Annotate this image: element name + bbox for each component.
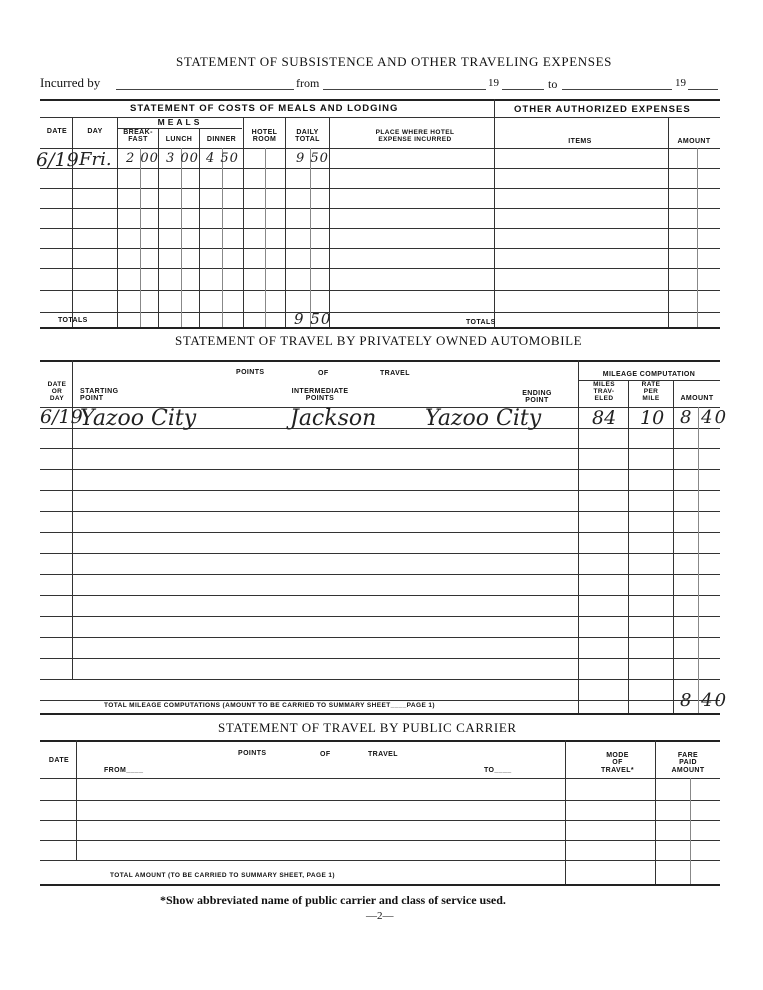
- meal-entry-daily-total[interactable]: 9 50: [296, 151, 329, 166]
- auto-col-amount-label: AMOUNT: [680, 395, 714, 402]
- meal-entry-dinner[interactable]: 4 50: [206, 151, 239, 166]
- col-items-label: ITEMS: [568, 138, 592, 145]
- carrier-to-label: TO____: [484, 767, 512, 774]
- meal-entry-breakfast[interactable]: 2 00: [126, 151, 159, 166]
- from-year-field[interactable]: [502, 89, 544, 90]
- page-number: —2—: [366, 910, 394, 922]
- auto-entry-rate[interactable]: 10: [640, 407, 665, 429]
- auto-points-label-3: TRAVEL: [380, 370, 410, 377]
- carrier-points-label-2: OF: [320, 751, 331, 758]
- carrier-total-label: TOTAL AMOUNT (TO BE CARRIED TO SUMMARY SHEET, PAGE 1): [110, 872, 336, 879]
- carrier-points-label-1: POINTS: [238, 750, 267, 757]
- meals-lodging-header: STATEMENT OF COSTS OF MEALS AND LODGING: [130, 103, 399, 114]
- auto-total-value[interactable]: 8 40: [680, 690, 729, 711]
- incurred-by-label: Incurred by: [40, 75, 101, 90]
- to-year-prefix: 19: [675, 77, 686, 89]
- auto-entry-miles[interactable]: 84: [592, 407, 617, 429]
- meal-entry-lunch[interactable]: 3 00: [166, 151, 199, 166]
- other-totals-label: TOTALS: [466, 319, 496, 326]
- to-year-field[interactable]: [688, 89, 718, 90]
- auto-col-starting-label: STARTING POINT: [80, 388, 119, 403]
- auto-col-ending-label: ENDING POINT: [522, 390, 552, 405]
- auto-section-title: STATEMENT OF TRAVEL BY PRIVATELY OWNED AUTOMOBILE: [175, 333, 583, 348]
- auto-entry-intermediate[interactable]: Jackson: [290, 406, 377, 431]
- from-year-prefix: 19: [488, 77, 499, 89]
- carrier-section-title: STATEMENT OF TRAVEL BY PUBLIC CARRIER: [218, 720, 517, 735]
- auto-col-date-label: DATE OR DAY: [47, 381, 67, 402]
- col-breakfast-label: BREAK- FAST: [123, 129, 153, 144]
- from-date-field[interactable]: [323, 89, 486, 90]
- carrier-from-label: FROM____: [104, 767, 144, 774]
- mileage-header: MILEAGE COMPUTATION: [602, 371, 696, 378]
- auto-col-intermediate-label: INTERMEDIATE POINTS: [291, 388, 349, 403]
- col-place-label: PLACE WHERE HOTEL EXPENSE INCURRED: [375, 129, 455, 143]
- auto-entry-ending[interactable]: Yazoo City: [425, 406, 542, 431]
- meals-total-value[interactable]: 9 50: [294, 310, 332, 328]
- col-hotel-label: HOTEL ROOM: [251, 129, 278, 144]
- other-expenses-header: OTHER AUTHORIZED EXPENSES: [514, 104, 691, 115]
- footnote: *Show abbreviated name of public carrier and class of service used.: [160, 893, 506, 907]
- col-day-label: DAY: [87, 128, 103, 135]
- meal-entry-date[interactable]: 6/19: [36, 149, 79, 171]
- col-daily-total-label: DAILY TOTAL: [295, 129, 320, 144]
- auto-col-miles-label: MILES TRAV- ELED: [593, 381, 615, 402]
- carrier-col-mode-label: MODE OF TRAVEL*: [600, 752, 634, 774]
- carrier-col-date-label: DATE: [48, 757, 70, 764]
- col-dinner-label: DINNER: [206, 136, 237, 143]
- to-date-field[interactable]: [562, 89, 672, 90]
- meals-totals-label: TOTALS: [58, 317, 88, 324]
- carrier-points-label-3: TRAVEL: [368, 751, 398, 758]
- form-title: STATEMENT OF SUBSISTENCE AND OTHER TRAVELING EXPENSES: [176, 54, 612, 69]
- auto-total-label: TOTAL MILEAGE COMPUTATIONS (AMOUNT TO BE CARRIED TO SUMMARY SHEET____PAGE 1): [104, 702, 435, 709]
- to-label: to: [548, 77, 558, 91]
- auto-points-label-2: OF: [318, 370, 329, 377]
- meal-entry-day[interactable]: Fri.: [79, 149, 112, 170]
- col-lunch-label: LUNCH: [165, 136, 193, 143]
- from-label: from: [296, 76, 320, 90]
- incurred-by-field[interactable]: [116, 89, 294, 90]
- auto-entry-starting[interactable]: Yazoo City: [80, 406, 197, 431]
- auto-entry-amount[interactable]: 8 40: [680, 407, 729, 428]
- auto-entry-date[interactable]: 6/19: [40, 406, 83, 428]
- auto-points-label-1: POINTS: [236, 369, 265, 376]
- carrier-col-fare-label: FARE PAID AMOUNT: [671, 752, 705, 774]
- col-date-label: DATE: [46, 128, 68, 135]
- col-other-amount-label: AMOUNT: [677, 138, 711, 145]
- meals-label: MEALS: [157, 117, 203, 127]
- auto-col-rate-label: RATE PER MILE: [641, 381, 661, 402]
